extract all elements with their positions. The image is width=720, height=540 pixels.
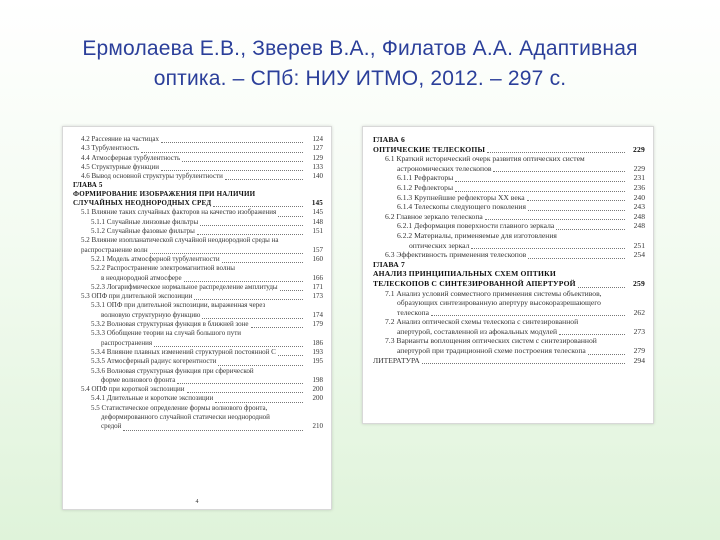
toc-entry-title: апертурой при традиционной схеме построения телескопа (397, 346, 586, 356)
toc-entry (373, 346, 645, 356)
toc-entry-title: 5.5 Статистическое определение формы волнового фронта, (91, 403, 268, 412)
toc-entry-title: средой (101, 422, 122, 431)
toc-entry-title: волновую структурную функцию (101, 310, 201, 319)
toc-entry-title: 5.1 Влияние таких случайных факторов на качество изображения (81, 208, 277, 217)
toc-entry (73, 320, 323, 329)
toc-entry-title: 5.2 Влияние изопланатической случайной неоднородной среды на (81, 236, 279, 245)
toc-entry-page: 160 (312, 254, 323, 263)
toc-entry-title: 5.3.4 Влияние плавных изменений структурной постоянной C (91, 347, 276, 356)
toc-entry-title: 6.1.2 Рефлекторы (397, 182, 454, 192)
toc-entry (73, 422, 323, 431)
toc-entry (373, 356, 645, 366)
dot-leader (471, 247, 625, 249)
toc-entry-title: образующих синтезированную апертуру высокоразрешающего (397, 298, 601, 308)
toc-entry-line (73, 329, 323, 338)
toc-page-left (62, 126, 332, 510)
toc-entry-page: 148 (312, 217, 323, 226)
toc-entry-page: 279 (633, 346, 645, 356)
toc-entry-line (373, 336, 645, 346)
toc-entry-line (73, 404, 323, 413)
chapter-heading: ГЛАВА 7 (373, 259, 405, 269)
toc-entry (73, 339, 323, 348)
toc-entry-page: 200 (312, 385, 323, 394)
toc-entry-page: 251 (633, 240, 645, 250)
toc-entry (373, 327, 645, 337)
toc-entry-title: СЛУЧАЙНЫХ НЕОДНОРОДНЫХ СРЕД (73, 199, 212, 208)
dot-leader (528, 209, 625, 211)
toc-entry (73, 255, 323, 264)
dot-leader (559, 333, 625, 335)
toc-entry-line (373, 231, 645, 241)
toc-entry-title: 5.4 ОПФ при короткой экспозиции (81, 385, 185, 394)
dot-leader (154, 345, 303, 347)
dot-leader (493, 170, 625, 172)
toc-entry-page: 198 (312, 375, 323, 384)
toc-entry-title: 5.2.2 Распространение электромагнитной волны (91, 264, 235, 273)
slide-title (0, 34, 720, 94)
dot-leader (528, 257, 625, 259)
toc-entry-title: распространения (101, 338, 153, 347)
toc-entry-page: 145 (311, 199, 323, 208)
toc-entry (73, 246, 323, 255)
toc-entry-page: 254 (633, 250, 645, 260)
toc-entry-page: 129 (312, 153, 323, 162)
dot-leader (218, 364, 303, 366)
toc-entry (73, 172, 323, 181)
dot-leader (200, 224, 303, 226)
dot-leader (455, 180, 625, 182)
toc-entry-page: 236 (633, 182, 645, 192)
toc-entry-page: 173 (312, 292, 323, 301)
toc-entry-page: 243 (633, 202, 645, 212)
toc-entry-title: 7.3 Варианты воплощения оптических систем с синтезированной (385, 336, 597, 346)
toc-entry-line (73, 236, 323, 245)
toc-entry (373, 183, 645, 193)
dot-leader (485, 218, 625, 220)
toc-entry-title: 6.3 Эффективность применения телескопов (385, 250, 527, 260)
toc-entry (73, 227, 323, 236)
toc-entry-title: 6.1.1 Рефракторы (397, 173, 454, 183)
toc-entry (73, 394, 323, 403)
chapter-heading: ФОРМИРОВАНИЕ ИЗОБРАЖЕНИЯ ПРИ НАЛИЧИИ (73, 190, 256, 199)
dot-leader (455, 190, 625, 192)
slide-title-line-1: Ермолаева Е.В., Зверев В.А., Филатов А.А. Адаптивная (82, 37, 638, 60)
toc-entry-title: 6.2.2 Материалы, применяемые для изготовления (397, 230, 557, 240)
toc-entry-title: 5.3 ОПФ при длительной экспозиции (81, 292, 193, 301)
toc-entry-title: 6.1.4 Телескопы следующего поколения (397, 202, 526, 212)
toc-entry-title: 4.2 Рассеяние на частицах (81, 135, 159, 143)
dot-leader (556, 228, 625, 230)
toc-entry-page: 229 (633, 144, 645, 154)
toc-entry-page: 248 (633, 211, 645, 221)
toc-entry-title: 4.6 Вывод основной структуры турбулентности (81, 172, 223, 181)
dot-leader (213, 205, 303, 207)
toc-right-list (373, 135, 645, 365)
toc-entry-title: 7.1 Анализ условий совместного применения системы объективов, (385, 288, 602, 298)
toc-entry-title: оптических зеркал (409, 240, 470, 250)
toc-entry (73, 144, 323, 153)
dot-leader (182, 160, 303, 162)
chapter-heading: АНАЛИЗ ПРИНЦИПИАЛЬНЫХ СХЕМ ОПТИКИ (373, 269, 556, 279)
toc-entry-page: 259 (633, 278, 645, 288)
dot-leader (278, 354, 303, 356)
chapter-heading-row (73, 199, 323, 208)
toc-entry-page: 133 (312, 162, 323, 171)
toc-entry-page: 294 (633, 355, 645, 365)
toc-entry-line (373, 289, 645, 299)
chapter-heading: ГЛАВА 6 (373, 135, 405, 144)
dot-leader (422, 362, 625, 364)
slide-title-line-2: оптика. – СПб: НИУ ИТМО, 2012. – 297 с. (153, 67, 567, 90)
dot-leader (588, 353, 625, 355)
toc-entry-line (373, 298, 645, 308)
toc-entry (73, 357, 323, 366)
toc-entry-title: 6.2 Главное зеркало телескопа (385, 211, 483, 221)
toc-entry (373, 241, 645, 251)
chapter-heading-row (373, 145, 645, 155)
toc-entry (73, 348, 323, 357)
toc-entry-title: форме волнового фронта (101, 375, 176, 384)
toc-entry-page: 210 (312, 422, 323, 431)
toc-entry-page: 127 (312, 144, 323, 153)
toc-entry-page: 200 (312, 394, 323, 403)
toc-entry (73, 208, 323, 217)
toc-entry-title: ТЕЛЕСКОПОВ С СИНТЕЗИРОВАННОЙ АПЕРТУРОЙ (373, 278, 576, 288)
dot-leader (141, 151, 303, 153)
toc-entry (373, 173, 645, 183)
toc-entry-title: ЛИТЕРАТУРА (373, 355, 420, 365)
toc-entry-title: 5.1.1 Случайные линзовые фильтры (91, 217, 199, 226)
toc-entry-page: 151 (312, 227, 323, 236)
toc-page-right (362, 126, 654, 424)
toc-entry (373, 221, 645, 231)
toc-entry-line (373, 154, 645, 164)
toc-entry-page: 229 (633, 163, 645, 173)
dot-leader (123, 429, 303, 431)
toc-entry (73, 274, 323, 283)
toc-entry-page: 174 (312, 310, 323, 319)
toc-entry-title: 5.1.2 Случайные фазовые фильтры (91, 227, 195, 236)
dot-leader (251, 326, 303, 328)
dot-leader (184, 280, 303, 282)
toc-entry-title: ОПТИЧЕСКИЕ ТЕЛЕСКОПЫ (373, 144, 486, 154)
toc-entry-title: 5.2.1 Модель атмосферной турбулентности (91, 254, 220, 263)
toc-entry-page: 231 (633, 173, 645, 183)
toc-entry-title: апертурой, составленной из афокальных модулей (397, 326, 558, 336)
toc-entry-page: 179 (312, 320, 323, 329)
toc-left-list (73, 135, 323, 432)
toc-entry (373, 193, 645, 203)
dot-leader (161, 141, 303, 143)
toc-entry-line (73, 264, 323, 273)
toc-entry-title: 6.2.1 Деформация поверхности главного зеркала (397, 221, 555, 231)
dot-leader (194, 298, 303, 300)
toc-entry-title: 4.3 Турбулентность (81, 144, 140, 153)
toc-entry (373, 308, 645, 318)
toc-entry-title: 4.4 Атмосферная турбулентность (81, 153, 181, 162)
dot-leader (431, 314, 625, 316)
toc-entry-page: 262 (633, 307, 645, 317)
dot-leader (215, 401, 303, 403)
toc-entry (73, 311, 323, 320)
dot-leader (280, 289, 303, 291)
toc-entry (73, 292, 323, 301)
toc-entry-page: 145 (312, 208, 323, 217)
toc-entry-title: распространение волн (81, 245, 148, 254)
toc-entry-title: 5.3.2 Волновая структурная функция в ближней зоне (91, 320, 249, 329)
toc-entry-title: 7.2 Анализ оптической схемы телескопа с синтезированной (385, 317, 579, 327)
dot-leader (202, 317, 303, 319)
dot-leader (225, 178, 303, 180)
dot-leader (222, 261, 303, 263)
dot-leader (578, 286, 625, 288)
toc-entry-page: 240 (633, 192, 645, 202)
toc-entry-title: 5.3.6 Волновая структурная функция при сферической (91, 366, 254, 375)
toc-entry-title: телескопа (397, 307, 429, 317)
toc-entry-title: 5.3.3 Обобщение теории на случай большого пути (91, 329, 242, 338)
toc-entry-title: 5.4.1 Длительные и короткие экспозиции (91, 394, 214, 403)
toc-entry (73, 218, 323, 227)
toc-entry-page: 171 (312, 282, 323, 291)
toc-entry (373, 212, 645, 222)
toc-entry (73, 385, 323, 394)
toc-entry (73, 135, 323, 144)
toc-entry-page: 193 (312, 347, 323, 356)
toc-entry (373, 202, 645, 212)
toc-entry-line (73, 367, 323, 376)
toc-entry-page: 248 (633, 221, 645, 231)
toc-entry-line (73, 301, 323, 310)
toc-entry-title: 6.1.3 Крупнейшие рефлекторы XX века (397, 192, 525, 202)
toc-entry-title: 5.3.5 Атмосферный радиус когерентности (91, 357, 217, 366)
toc-entry-page: 166 (312, 273, 323, 282)
toc-entry-page: 157 (312, 245, 323, 254)
toc-entry-line (73, 413, 323, 422)
toc-entry-title: 6.1 Краткий исторический очерк развития оптических систем (385, 154, 585, 164)
toc-entry-page: 273 (633, 326, 645, 336)
dot-leader (161, 169, 303, 171)
chapter-heading: ГЛАВА 5 (73, 181, 103, 190)
toc-entry (73, 376, 323, 385)
toc-entry-title: 4.5 Структурные функции (81, 162, 159, 171)
toc-entry-page: 124 (312, 135, 323, 143)
toc-entry (373, 250, 645, 260)
toc-entry (73, 283, 323, 292)
toc-entry (373, 164, 645, 174)
toc-entry-page: 195 (312, 357, 323, 366)
toc-entry-page: 186 (312, 338, 323, 347)
toc-entry (73, 154, 323, 163)
toc-entry-title: 5.2.3 Логарифмическое нормальное распределение амплитуды (91, 282, 278, 291)
toc-entry-page: 140 (312, 172, 323, 181)
toc-entry-title: в неоднородной атмосфере (101, 273, 182, 282)
toc-entry-title: астрономических телескопов (397, 163, 492, 173)
dot-leader (177, 382, 303, 384)
toc-entry (73, 163, 323, 172)
toc-entry-title: деформированного случайной статически неоднородной (101, 413, 270, 422)
dot-leader (187, 391, 303, 393)
dot-leader (197, 233, 303, 235)
page-number: 4 (195, 499, 199, 505)
dot-leader (150, 252, 303, 254)
dot-leader (527, 199, 625, 201)
dot-leader (487, 151, 625, 153)
chapter-heading-row (373, 279, 645, 289)
toc-entry-title: 5.3.1 ОПФ при длительной экспозиции, выраженная через (91, 301, 266, 310)
toc-entry-line (373, 317, 645, 327)
dot-leader (278, 215, 303, 217)
